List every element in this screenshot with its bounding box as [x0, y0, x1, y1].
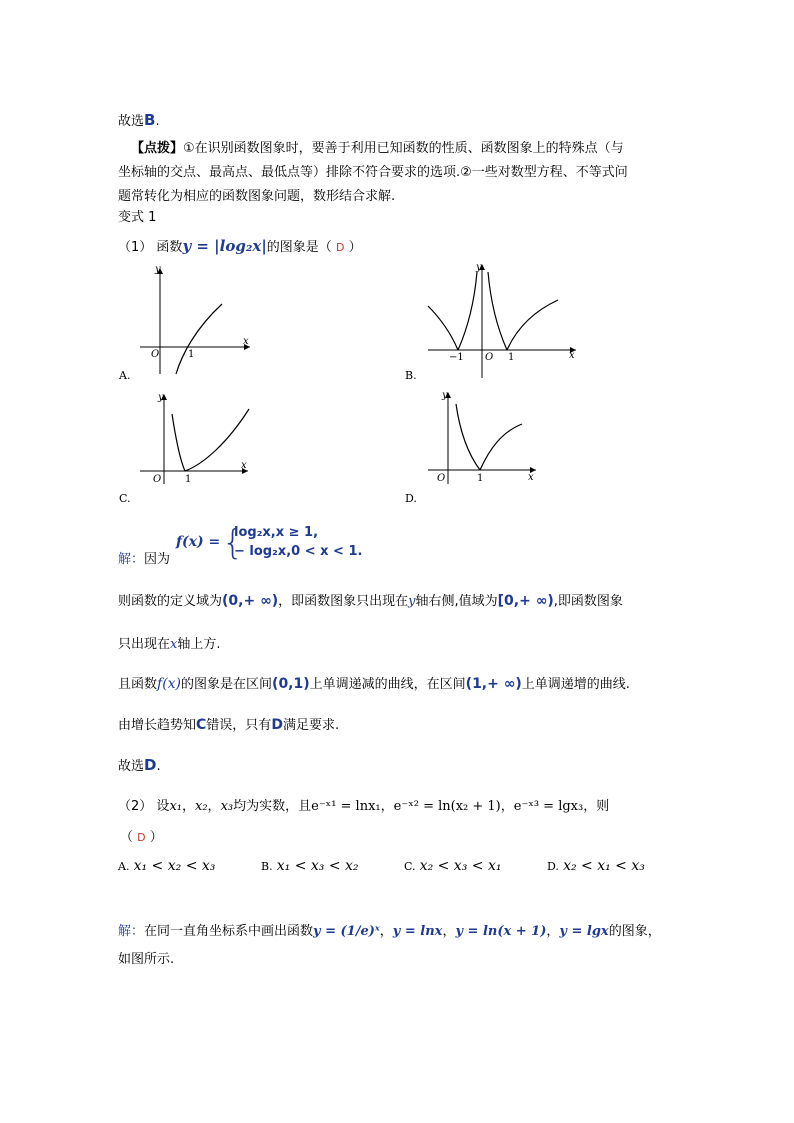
graph-a-origin: O — [151, 349, 160, 360]
q1-option-d: D. — [405, 492, 417, 505]
sol2-text-b: 的图象， — [608, 924, 661, 939]
sol1-domain: (0,+ ∞) — [222, 593, 279, 609]
sol1-line2-a: 则函数的定义域为 — [118, 594, 223, 609]
q2-option-c-label: C. — [404, 860, 416, 873]
q2-option-b-label: B. — [261, 860, 273, 873]
sol1-concl-answer: D — [144, 756, 157, 774]
graph-c-origin: O — [153, 474, 162, 485]
sol1-line5-b: 错误，只有 — [206, 718, 272, 733]
tip-text-1: ①在识别函数图象时，要善于利用已知函数的性质、函数图象上的特殊点（与 — [183, 141, 624, 156]
q2-stem-a: 设 — [156, 799, 170, 814]
sol1-fx2: f(x) — [157, 676, 182, 692]
sol2-f1: y = (1/e)ˣ — [313, 924, 380, 939]
q2-option-c-text: x₂ < x₃ < x₁ — [419, 858, 502, 874]
sol1-fx: f(x) = — [176, 534, 221, 550]
sol1-interval1: (0,1) — [272, 676, 310, 692]
q1-stem-suffix: 的图象是（ — [266, 240, 332, 255]
sol1-label-group — [118, 548, 170, 567]
q1-close: ） — [348, 240, 362, 255]
q2-x2: x₂ — [195, 799, 208, 814]
q1-option-b: B. — [405, 369, 417, 382]
graph-d-y-label: y — [442, 390, 448, 401]
tip-line-2: 坐标轴的交点、最高点、最低点等）排除不符合要求的选项.②一些对数型方程、不等式问 — [118, 165, 628, 180]
sol1-label: 解： — [118, 552, 145, 567]
sol1-line2 — [118, 590, 623, 609]
q1-graph-b — [420, 260, 585, 382]
q1-graph-c — [138, 388, 256, 488]
sol2-label: 解： — [118, 924, 145, 939]
sol1-interval2: (1,+ ∞) — [465, 676, 522, 692]
tip-label: 【点拨】 — [131, 141, 184, 156]
graph-a-y-label: y — [155, 264, 161, 275]
sol2-line1: 解：在同一直角坐标系中画出函数y = (1/e)ˣ，y = lnx，y = ln(x + 1)，y = lgx的图象， — [118, 924, 661, 939]
q2-number: （2） — [118, 799, 153, 814]
graph-a-one: 1 — [188, 349, 195, 360]
sol1-line5 — [118, 714, 339, 733]
sol1-concl-suffix: . — [156, 759, 161, 774]
conclusion-suffix: . — [155, 114, 160, 129]
q2-eq2: e⁻ˣ² = ln(x₂ + 1) — [393, 799, 501, 814]
sol1-line3-a: 只出现在 — [118, 637, 171, 652]
sol2-f2: y = lnx — [392, 924, 443, 939]
sol1-line4 — [118, 673, 630, 692]
q2-option-d-text: x₂ < x₁ < x₃ — [563, 858, 645, 874]
sol1-line4-c: 上单调递减的曲线，在区间 — [309, 677, 466, 692]
q2-option-a-label: A. — [118, 860, 130, 873]
sol1-case1: log₂x,x ≥ 1, — [234, 525, 319, 540]
q1-graph-d — [424, 388, 544, 488]
graph-d-x-label: x — [528, 472, 534, 483]
sol2-text-a: 在同一直角坐标系中画出函数 — [144, 924, 314, 939]
q2-option-b — [261, 858, 359, 874]
graph-d-one: 1 — [477, 473, 484, 484]
sol1-line5-c: 满足要求. — [282, 718, 340, 733]
q1-stem-prefix: 函数 — [156, 240, 183, 255]
q1-graph-a — [118, 262, 258, 377]
q1-option-c: C. — [119, 492, 131, 505]
sol1-line4-b: 的图象是在区间 — [181, 677, 273, 692]
q1-number: （1） — [118, 240, 153, 255]
graph-b-y-label: y — [476, 262, 482, 273]
q1-stem — [118, 236, 362, 255]
sol1-case2: − log₂x,0 < x < 1. — [234, 544, 363, 559]
tip-line-3: 题常转化为相应的函数图象问题，数形结合求解. — [118, 189, 396, 204]
brace-icon: { — [222, 523, 244, 563]
q2-answer: D — [137, 831, 146, 844]
q2-stem-b: 均为实数，且 — [233, 799, 312, 814]
q2-x1: x₁ — [169, 799, 182, 814]
q2-close: ） — [149, 830, 163, 845]
sol2-f3: y = ln(x + 1) — [455, 924, 547, 939]
q2-option-d — [547, 858, 645, 874]
sol1-range: [0,+ ∞) — [497, 593, 554, 609]
sol1-line2-c: 轴右侧,值域为 — [415, 594, 498, 609]
graph-c-y-label: y — [158, 392, 164, 403]
q2-option-a — [118, 858, 215, 874]
graph-b-origin: O — [485, 352, 494, 363]
q2-eq3: e⁻ˣ³ = lgx₃ — [513, 799, 584, 814]
sol2-f4: y = lgx — [559, 924, 609, 939]
tip-line-1 — [131, 137, 624, 156]
sol2-line2: 如图所示. — [118, 952, 175, 967]
q2-open: （ — [120, 830, 134, 845]
graph-a-x-label: x — [243, 336, 249, 347]
sol1-line3 — [118, 633, 221, 652]
q2-stem: （2） 设x₁，x₂，x₃均为实数，且e⁻ˣ¹ = lnx₁，e⁻ˣ² = ln(x₂ + 1)，e⁻ˣ³ = lgx₃，则 — [118, 799, 610, 814]
q2-x3: x₃ — [220, 799, 234, 814]
q1-answer: D — [335, 241, 345, 254]
q2-stem-c: ，则 — [583, 799, 610, 814]
sol1-line3-b: 轴上方. — [177, 637, 221, 652]
q1-formula: y = |log₂x| — [182, 237, 267, 255]
sol1-c-letter: C — [196, 717, 207, 733]
sol1-line4-a: 且函数 — [118, 677, 158, 692]
sol1-concl-prefix: 故选 — [118, 759, 145, 774]
variant-label: 变式 1 — [118, 210, 157, 225]
sol1-line2-d: ,即函数图象 — [553, 594, 623, 609]
q2-eq1: e⁻ˣ¹ = lnx₁ — [311, 799, 381, 814]
conclusion-answer: B — [144, 111, 156, 129]
graph-b-x-label: x — [569, 350, 575, 361]
q2-answer-line — [120, 826, 163, 845]
q2-option-a-text: x₁ < x₂ < x₃ — [133, 858, 216, 874]
sol1-y-var: y — [408, 594, 416, 609]
sol1-conclusion — [118, 755, 161, 774]
q2-option-c — [404, 858, 501, 874]
q2-option-b-text: x₁ < x₃ < x₂ — [276, 858, 359, 874]
graph-b-one: 1 — [508, 352, 515, 363]
q1-option-a: A. — [119, 369, 131, 382]
graph-c-x-label: x — [241, 460, 247, 471]
sol1-line2-b: ，即函数图象只出现在 — [278, 594, 409, 609]
sol1-line5-a: 由增长趋势知 — [118, 718, 197, 733]
conclusion-prefix: 故选 — [118, 114, 145, 129]
q2-option-d-label: D. — [547, 860, 559, 873]
sol1-x-var: x — [170, 637, 178, 652]
sol1-because: 因为 — [144, 552, 171, 567]
graph-b-neg-one: −1 — [449, 352, 464, 363]
conclusion-line — [118, 110, 160, 129]
graph-c-one: 1 — [185, 474, 192, 485]
graph-d-origin: O — [437, 473, 446, 484]
sol1-d-letter: D — [271, 717, 283, 733]
sol1-line4-d: 上单调递增的曲线. — [521, 677, 630, 692]
